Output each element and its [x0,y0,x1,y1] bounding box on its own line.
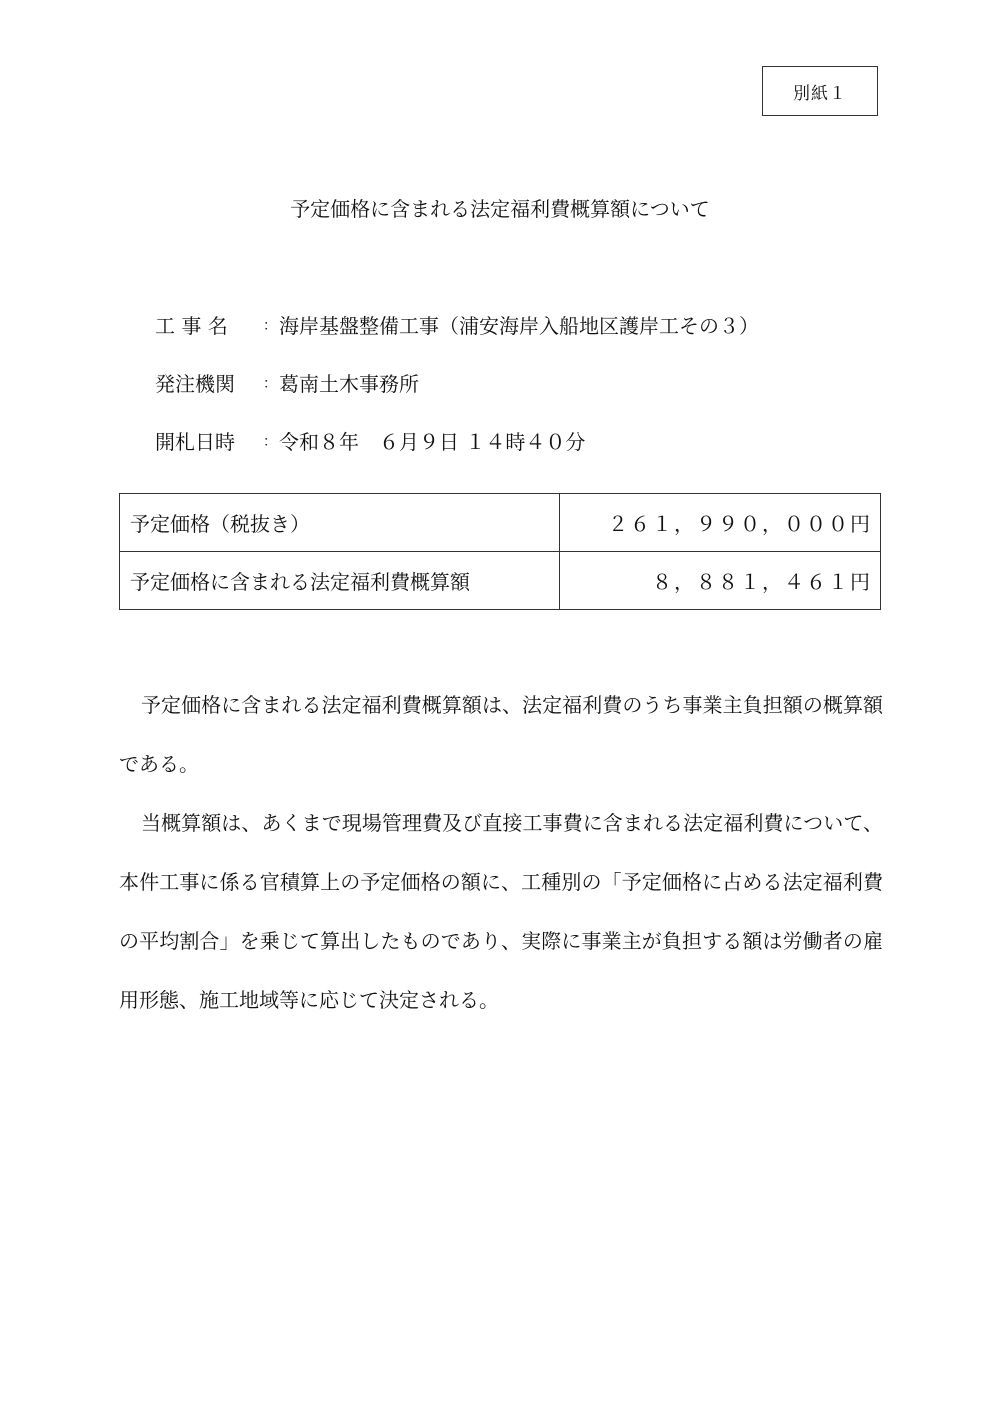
construction-name-value: 海岸基盤整備工事（浦安海岸入船地区護岸工その３） [279,314,759,338]
ordering-agency-label: 発注機関 [155,372,235,396]
paragraph: 予定価格に含まれる法定福利費概算額は、法定福利費のうち事業主負担額の概算額である。 [119,693,883,776]
construction-name-colon: ： [263,318,277,334]
info-row-ordering-agency [155,369,419,399]
ordering-agency-colon: ： [263,376,277,392]
opening-datetime-value: 令和８年 ６月９日 １４時４０分 [279,430,586,454]
opening-datetime-colon: ： [263,434,277,450]
welfare-cost-label: 予定価格に含まれる法定福利費概算額 [120,552,560,610]
document-title: 予定価格に含まれる法定福利費概算額について [290,197,710,221]
paragraph: 当概算額は、あくまで現場管理費及び直接工事費に含まれる法定福利費について、本件工事に係る官積算上の予定価格の額に、工種別の「予定価格に占める法定福利費の平均割合」を乗じて算出したものであり、実際に事業主が負担する額は労働者の雇用形態、施工地域等に応じて決定される。 [119,811,883,1012]
info-row-opening-datetime [155,427,585,457]
table-row [120,494,881,552]
ordering-agency-value: 葛南土木事務所 [279,372,419,396]
explanation-text [119,676,883,1030]
price-table [119,493,881,610]
table-row [120,552,881,610]
info-row-construction-name [155,311,759,341]
estimated-price-value: ２６１，９９０，０００円 [560,494,881,552]
welfare-cost-value: ８，８８１，４６１円 [560,552,881,610]
construction-name-label: 工 事 名 [155,314,228,338]
estimated-price-label: 予定価格（税抜き） [120,494,560,552]
attachment-label: 別紙１ [762,66,878,116]
opening-datetime-label: 開札日時 [155,430,235,454]
